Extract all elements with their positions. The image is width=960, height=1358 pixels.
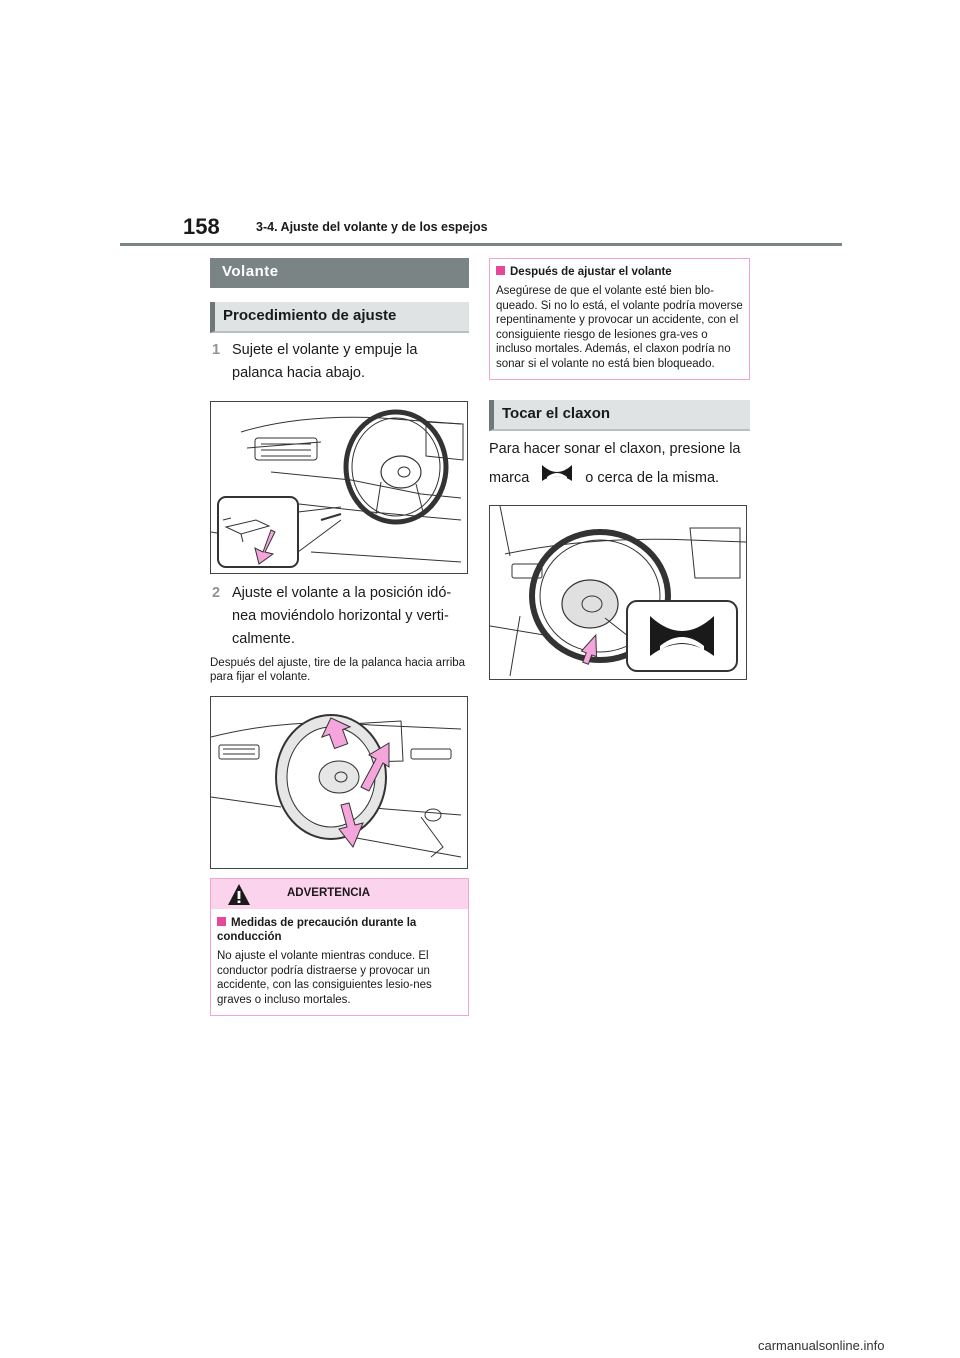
step-1-text: Sujete el volante y empuje la palanca hacia abajo. <box>232 342 418 381</box>
info-box <box>489 258 750 380</box>
right-column <box>489 258 750 680</box>
warning-item-title: Medidas de precaución durante la conducción <box>217 917 417 943</box>
figure-adjust-position <box>210 696 468 869</box>
step-2-text: Ajuste el volante a la posición idó-nea moviéndolo horizontal y verti-calmente. <box>232 585 452 647</box>
header-rule <box>120 243 842 246</box>
subsection-title-horn: Tocar el claxon <box>489 400 750 431</box>
step-2-number: 2 <box>212 585 221 601</box>
warning-triangle-icon <box>227 883 251 907</box>
horn-text-after: o cerca de la misma. <box>585 469 720 486</box>
subsection-title-adjust: Procedimiento de ajuste <box>210 302 469 333</box>
bullet-square-icon <box>496 266 505 275</box>
info-item-text: Asegúrese de que el volante esté bien blo-queado. Si no lo está, el volante podría moverse repentinamente y provocar un accidente, con el consiguiente riesgo de lesiones gra-ves o incluso mortales. Además, el claxon podría no sonar si el volante no está bien bloqueado. <box>496 285 743 370</box>
warning-body <box>211 909 468 1015</box>
horn-text-before: Para hacer sonar el claxon, presione la marca <box>489 441 741 486</box>
warning-box <box>210 878 469 1016</box>
warning-item-text: No ajuste el volante mientras conduce. El conductor podría distraerse y provocar un accidente, con las consiguientes lesio-nes graves o incluso mortales. <box>217 950 432 1006</box>
adjust-note: Después del ajuste, tire de la palanca hacia arriba para fijar el volante. <box>210 657 466 683</box>
horn-instructions <box>489 435 750 493</box>
watermark: carmanualsonline.info <box>758 1338 885 1353</box>
warning-header <box>211 879 468 909</box>
bullet-square-icon <box>217 917 226 926</box>
figure-lever-down <box>210 401 468 574</box>
chapter-title: 3-4. Ajuste del volante y de los espejos <box>256 220 488 234</box>
info-item-title: Después de ajustar el volante <box>496 265 743 279</box>
info-body <box>490 259 749 379</box>
left-column <box>210 258 469 1016</box>
step-1 <box>210 339 469 385</box>
horn-icon <box>539 463 575 493</box>
page-number: 158 <box>183 214 220 239</box>
warning-title: ADVERTENCIA <box>287 887 371 899</box>
step-1-number: 1 <box>212 342 221 358</box>
step-2 <box>210 582 469 651</box>
figure-horn <box>489 505 747 680</box>
section-title: Volante <box>210 258 469 288</box>
